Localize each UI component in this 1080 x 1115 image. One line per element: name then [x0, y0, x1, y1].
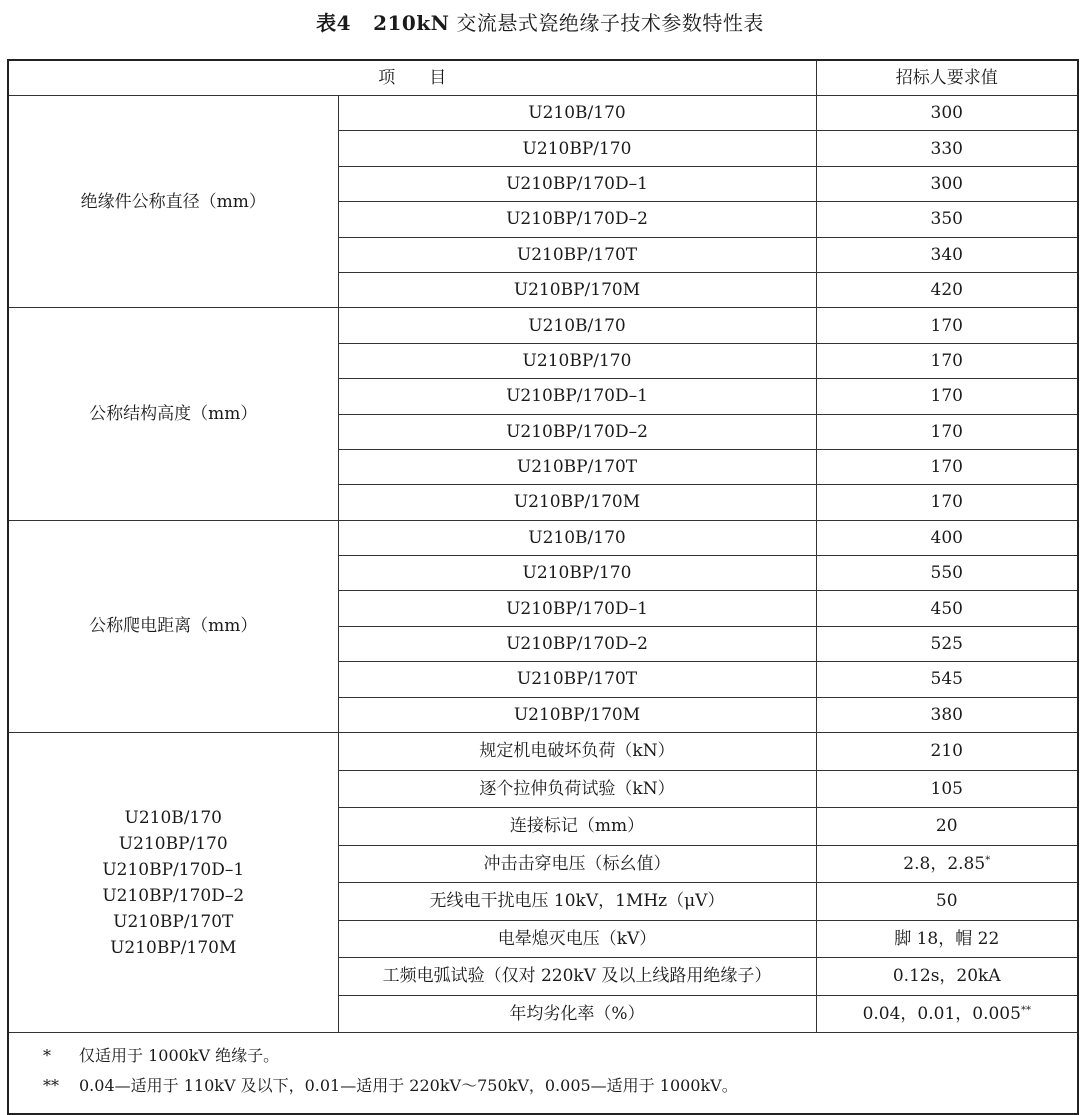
model-cell: U210BP/170M: [338, 272, 816, 307]
model-cell: U210BP/170T: [338, 237, 816, 272]
model-cell: U210BP/170D–2: [338, 202, 816, 237]
param-value: [816, 883, 1078, 921]
value-cell: 340: [816, 237, 1078, 272]
param-value-text: 105: [930, 778, 963, 799]
model-cell: U210BP/170: [338, 131, 816, 166]
footnote-marker: *: [985, 854, 991, 866]
table-caption: [0, 8, 1080, 38]
value-cell: 300: [816, 96, 1078, 131]
param-value-text: 2.8，2.85: [903, 853, 986, 874]
model-list-item: U210BP/170D–1: [102, 859, 245, 880]
value-cell: 380: [816, 697, 1078, 732]
model-cell: U210BP/170: [338, 556, 816, 591]
value-cell: 300: [816, 166, 1078, 201]
footnote-text: 0.04—适用于 110kV 及以下，0.01—适用于 220kV～750kV，0.005—适用于 1000kV。: [79, 1076, 738, 1096]
table-number: 表4: [316, 11, 352, 35]
param-name: 电晕熄灭电压（kV）: [338, 920, 816, 958]
notes-cell: [8, 1033, 1078, 1115]
header-row: [8, 60, 1078, 96]
param-value-text: 0.04，0.01，0.005: [862, 1003, 1021, 1024]
param-name: 连接标记（mm）: [338, 808, 816, 846]
group-label: 绝缘件公称直径（mm）: [8, 96, 338, 308]
model-list: [8, 733, 338, 1033]
model-cell: U210BP/170M: [338, 485, 816, 520]
param-value-text: 50: [935, 891, 958, 912]
value-cell: 400: [816, 520, 1078, 555]
model-cell: U210BP/170: [338, 343, 816, 378]
value-cell: 170: [816, 485, 1078, 520]
footnote-marker: **: [1020, 1004, 1031, 1016]
value-cell: 350: [816, 202, 1078, 237]
group-label: 公称结构高度（mm）: [8, 308, 338, 520]
param-value: [816, 770, 1078, 808]
param-value-text: 210: [930, 741, 963, 762]
footnote-text: 仅适用于 1000kV 绝缘子。: [79, 1046, 280, 1066]
value-cell: 525: [816, 626, 1078, 661]
param-value-text: 脚 18，帽 22: [894, 928, 1000, 949]
model-cell: U210BP/170D–1: [338, 379, 816, 414]
model-cell: U210BP/170T: [338, 662, 816, 697]
caption-text: 交流悬式瓷绝缘子技术参数特性表: [456, 11, 764, 35]
param-name: 规定机电破坏负荷（kN）: [338, 733, 816, 771]
value-cell: 450: [816, 591, 1078, 626]
param-value: [816, 920, 1078, 958]
footnote: [45, 1041, 1077, 1071]
model-cell: U210B/170: [338, 308, 816, 343]
value-cell: 330: [816, 131, 1078, 166]
param-name: 无线电干扰电压 10kV，1MHz（μV）: [338, 883, 816, 921]
param-value: [816, 808, 1078, 846]
value-cell: 170: [816, 449, 1078, 484]
param-value: [816, 958, 1078, 996]
value-cell: 420: [816, 272, 1078, 307]
table-row: [8, 308, 1078, 343]
param-name: 逐个拉伸负荷试验（kN）: [338, 770, 816, 808]
model-cell: U210BP/170D–2: [338, 626, 816, 661]
model-cell: U210B/170: [338, 96, 816, 131]
param-value-text: 0.12s，20kA: [892, 966, 1001, 987]
footnote: [45, 1071, 1077, 1101]
model-cell: U210BP/170M: [338, 697, 816, 732]
table-row: [8, 520, 1078, 555]
param-value: [816, 845, 1078, 883]
param-value: [816, 995, 1078, 1033]
param-value-text: 20: [935, 816, 958, 837]
spec-table: [7, 59, 1079, 1115]
value-cell: 545: [816, 662, 1078, 697]
model-cell: U210BP/170D–1: [338, 591, 816, 626]
model-cell: U210BP/170T: [338, 449, 816, 484]
value-cell: 170: [816, 308, 1078, 343]
model-cell: U210BP/170D–2: [338, 414, 816, 449]
model-cell: U210BP/170D–1: [338, 166, 816, 201]
notes-row: [8, 1033, 1078, 1115]
value-cell: 170: [816, 414, 1078, 449]
model-list-item: U210BP/170: [118, 833, 228, 854]
footnote-mark: **: [43, 1076, 59, 1096]
table-row: [8, 733, 1078, 771]
param-name: 年均劣化率（%）: [338, 995, 816, 1033]
param-value: [816, 733, 1078, 771]
model-cell: U210B/170: [338, 520, 816, 555]
value-cell: 550: [816, 556, 1078, 591]
model-list-item: U210BP/170M: [110, 937, 237, 958]
value-cell: 170: [816, 343, 1078, 378]
param-name: 冲击击穿电压（标幺值）: [338, 845, 816, 883]
model-list-item: U210B/170: [124, 807, 222, 828]
group-label: 公称爬电距离（mm）: [8, 520, 338, 732]
table-row: [8, 96, 1078, 131]
footnote-mark: *: [43, 1046, 51, 1066]
value-cell: 170: [816, 379, 1078, 414]
caption-rating: 210kN: [373, 11, 450, 35]
model-list-item: U210BP/170D–2: [102, 885, 245, 906]
model-list-item: U210BP/170T: [113, 911, 234, 932]
header-value: 招标人要求值: [816, 60, 1078, 96]
param-name: 工频电弧试验（仅对 220kV 及以上线路用绝缘子）: [338, 958, 816, 996]
header-item: 项 目: [8, 60, 816, 96]
